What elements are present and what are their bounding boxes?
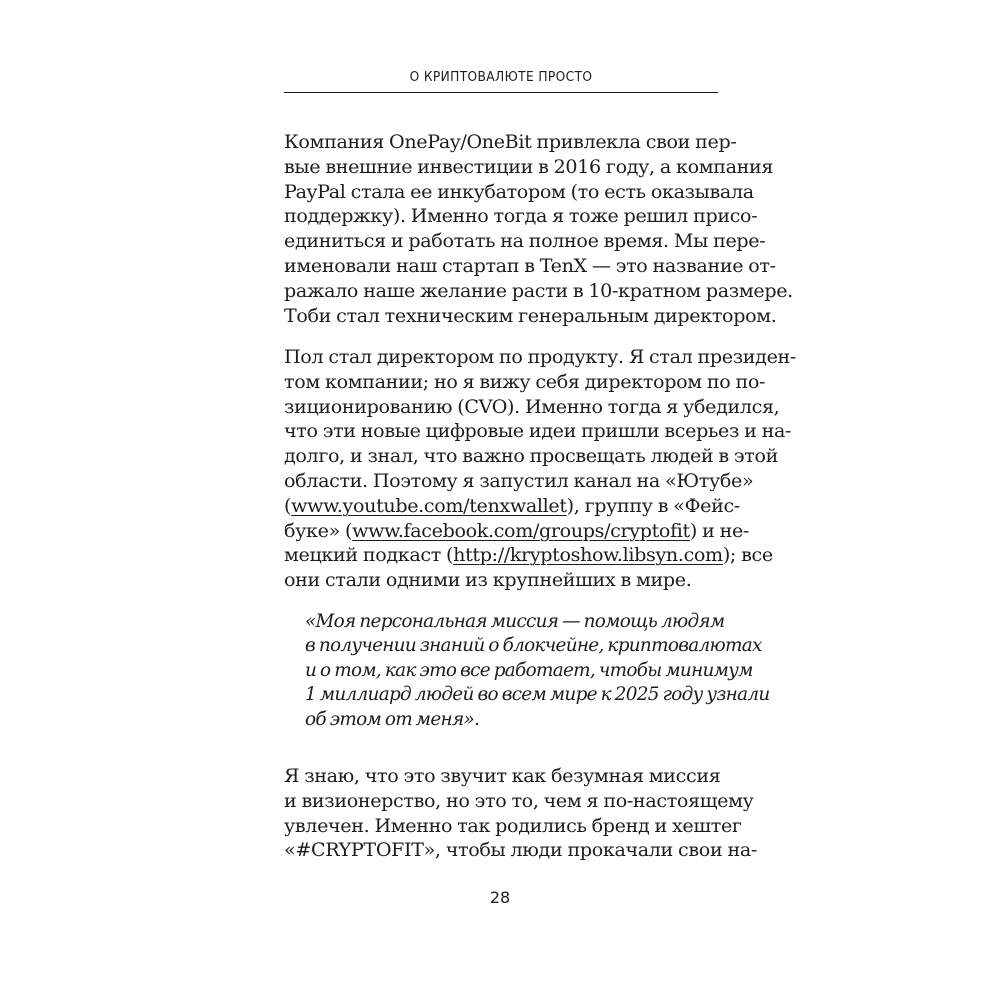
quote-line: в получении знаний о блокчейне, криптовалютах xyxy=(305,635,762,657)
text-fragment: ( xyxy=(284,493,292,517)
text-line: они стали одними из крупнейших в мире. xyxy=(284,568,692,592)
text-line: именовали наш стартап в TenX — это название от- xyxy=(284,253,776,277)
text-line: том компании; но я вижу себя директором по по- xyxy=(284,369,766,393)
text-line-with-link xyxy=(284,493,740,519)
paragraph-1 xyxy=(284,130,793,328)
text-line: Я знаю, что это звучит как безумная миссия xyxy=(284,764,721,787)
text-line: Компания OnePay/OneBit привлекла свои пер- xyxy=(284,130,737,153)
header-rule xyxy=(284,92,718,93)
text-fragment: ); все xyxy=(722,543,773,567)
text-line: что эти новые цифровые идеи пришли всерьез и на- xyxy=(284,419,792,443)
mission-quote xyxy=(305,610,770,732)
text-line: вые внешние инвестиции в 2016 году, а компания xyxy=(284,154,774,178)
text-line: увлечен. Именно так родились бренд и хештег xyxy=(284,813,742,837)
paragraph-3 xyxy=(284,764,757,863)
text-fragment: ) и не- xyxy=(689,518,750,542)
quote-line: 1 миллиард людей во всем мире к 2025 году узнали xyxy=(305,684,770,706)
text-line: долго, и знал, что важно просвещать людей в этой xyxy=(284,444,778,468)
page-number: 28 xyxy=(489,888,511,907)
text-line: и визионерство, но это то, чем я по-настоящему xyxy=(284,788,754,812)
quote-line: об этом от меня». xyxy=(305,708,480,730)
quote-line: «Моя персональная миссия — помощь людям xyxy=(305,611,725,632)
text-line: Пол стал директором по продукту. Я стал президен- xyxy=(284,345,797,368)
text-line-with-link xyxy=(284,543,773,568)
text-fragment: ), группу в «Фейс- xyxy=(566,493,740,517)
running-head-title: О КРИПТОВАЛЮТЕ ПРОСТО xyxy=(409,70,593,85)
youtube-link[interactable]: www.youtube.com/tenxwallet xyxy=(291,493,567,517)
text-line: области. Поэтому я запустил канал на «Ютубе» xyxy=(284,468,754,492)
text-line: зиционированию (CVO). Именно тогда я убедился, xyxy=(284,394,780,418)
text-fragment: мецкий подкаст ( xyxy=(284,543,454,567)
text-line: Тоби стал техническим генеральным директором. xyxy=(284,303,777,327)
text-fragment: буке» ( xyxy=(284,518,353,542)
quote-line: и о том, как это все работает, чтобы минимум xyxy=(305,659,753,681)
text-line: единиться и работать на полное время. Мы пере- xyxy=(284,229,766,253)
paragraph-2 xyxy=(284,345,797,593)
text-line: PayPal стала ее инкубатором (то есть оказывала xyxy=(284,179,754,203)
text-line-with-link xyxy=(284,518,750,544)
podcast-link[interactable]: http://kryptoshow.libsyn.com xyxy=(453,543,723,567)
text-line: «#CRYPTOFIT», чтобы люди прокачали свои на- xyxy=(284,838,757,862)
facebook-link[interactable]: www.facebook.com/groups/cryptofit xyxy=(352,518,690,542)
text-line: ражало наше желание расти в 10-кратном размере. xyxy=(284,278,793,302)
text-line: поддержку). Именно тогда я тоже решил присо- xyxy=(284,204,758,228)
